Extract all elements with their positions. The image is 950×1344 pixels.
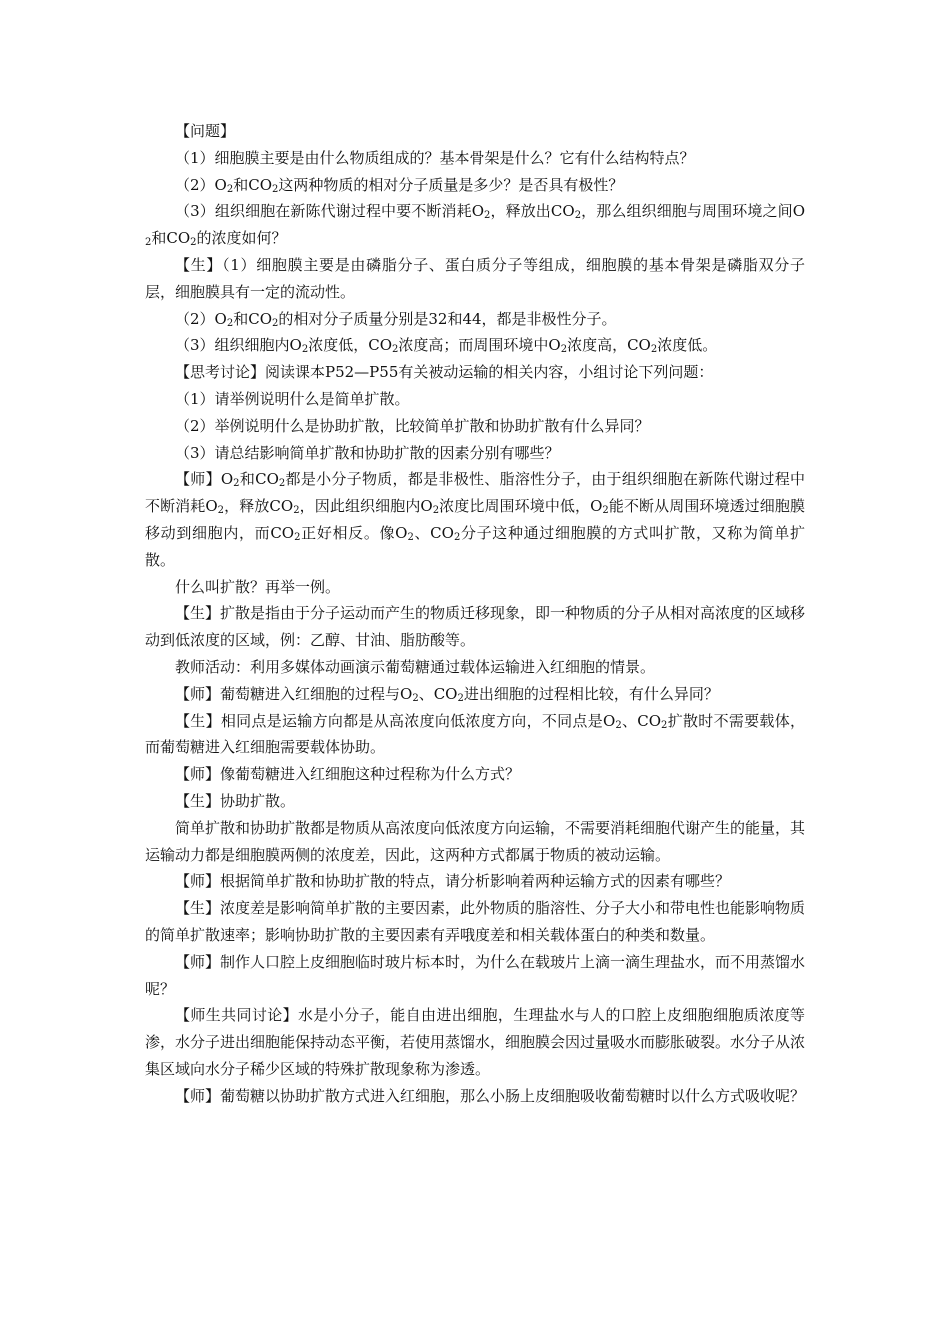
subscript: 2	[217, 505, 225, 517]
text-segment: 都是小分子物质，都是非极性、脂溶性分子，由于组织细胞在新陈代谢过程中不断消耗O	[145, 470, 805, 516]
subscript: 2	[272, 317, 279, 329]
text-segment: 【师】制作人口腔上皮细胞临时玻片标本时，为什么在载玻片上滴一滴生理盐水，而不用蒸馏水呢？	[145, 952, 806, 998]
text-segment: 简单扩散和协助扩散都是物质从高浓度向低浓度方向运输，不需要消耗细胞代谢产生的能量，其运输动力都是细胞膜两侧的浓度差，因此，这两种方式都属于物质的被动运输。	[145, 818, 806, 864]
subscript: 2	[226, 183, 234, 195]
text-segment: 、CO	[621, 711, 662, 730]
subscript: 2	[272, 183, 279, 195]
text-segment: 【师】根据简单扩散和协助扩散的特点，请分析影响着两种运输方式的因素有哪些？	[175, 872, 731, 891]
paragraph	[145, 172, 805, 199]
subscript: 2	[145, 237, 152, 249]
paragraph	[145, 815, 805, 869]
paragraph	[145, 949, 805, 1003]
subscript: 2	[560, 344, 568, 356]
paragraph	[145, 118, 805, 145]
subscript: 2	[650, 344, 658, 356]
text-segment: （2）O	[175, 175, 227, 194]
paragraph	[145, 1083, 805, 1110]
paragraph	[145, 466, 805, 573]
text-segment: 、CO	[418, 684, 458, 703]
paragraph	[145, 708, 805, 762]
text-segment: 【生】协助扩散。	[175, 791, 296, 810]
text-segment: 的相对分子质量分别是32和44，都是非极性分子。	[278, 309, 617, 328]
paragraph	[145, 600, 805, 654]
text-segment: （2）举例说明什么是协助扩散，比较简单扩散和协助扩散有什么异同？	[175, 416, 650, 435]
text-segment: 和CO	[151, 229, 191, 248]
text-segment: （3）请总结影响简单扩散和协助扩散的因素分别有哪些？	[175, 443, 560, 462]
text-segment: 什么叫扩散？再举一例。	[175, 577, 341, 596]
text-segment: 【思考讨论】阅读课本P52—P55有关被动运输的相关内容，小组讨论下列问题：	[175, 363, 714, 382]
text-segment: （1）请举例说明什么是简单扩散。	[175, 389, 410, 408]
text-segment: 、CO	[413, 523, 454, 542]
paragraph	[145, 574, 805, 601]
subscript: 2	[432, 505, 440, 517]
subscript: 2	[457, 692, 464, 704]
subscript: 2	[293, 505, 300, 517]
text-segment: 正好相反。像O	[300, 523, 408, 542]
subscript: 2	[661, 719, 668, 731]
subscript: 2	[233, 478, 240, 490]
paragraph	[145, 788, 805, 815]
text-segment: 分子这种通过细胞膜的方式叫扩散，又称为简单扩散。	[145, 523, 805, 569]
paragraph	[145, 386, 805, 413]
subscript: 2	[574, 210, 582, 222]
paragraph	[145, 359, 805, 386]
subscript: 2	[278, 478, 286, 490]
text-segment: 【生】（1）细胞膜主要是由磷脂分子、蛋白质分子等组成，细胞膜的基本骨架是磷脂双分子层，细胞膜具有一定的流动性。	[145, 255, 805, 301]
paragraph	[145, 654, 805, 681]
text-segment: 【生】相同点是运输方向都是从高浓度向低浓度方向，不同点是O	[175, 711, 616, 730]
text-segment: ，那么组织细胞与周围环境之间O	[581, 202, 805, 221]
paragraph	[145, 895, 805, 949]
text-segment: 和CO	[239, 470, 279, 489]
paragraph	[145, 681, 805, 708]
paragraph	[145, 332, 805, 359]
text-segment: 的浓度如何？	[196, 229, 287, 248]
text-segment: 【师】O	[175, 470, 234, 489]
text-segment: 浓度低。	[657, 336, 718, 355]
text-segment: ，因此组织细胞内O	[299, 497, 433, 516]
text-segment: （3）组织细胞内O	[175, 336, 302, 355]
text-segment: （2）O	[175, 309, 227, 328]
text-segment: （1）细胞膜主要是由什么物质组成的？基本骨架是什么？它有什么结构特点？	[175, 148, 695, 167]
subscript: 2	[294, 531, 301, 543]
subscript: 2	[453, 531, 461, 543]
text-segment: 进出细胞的过程相比较，有什么异同？	[463, 684, 719, 703]
text-segment: 浓度比周围环境中低，O	[439, 497, 603, 516]
subscript: 2	[392, 344, 399, 356]
text-segment: 能不断从周围环境透过细胞膜移动到细胞内，而CO	[145, 497, 805, 542]
text-segment: 【问题】	[175, 122, 236, 140]
paragraph	[145, 868, 805, 895]
paragraph	[145, 761, 805, 788]
text-segment: （3）组织细胞在新陈代谢过程中要不断消耗O	[175, 202, 484, 221]
paragraph	[145, 440, 805, 467]
subscript: 2	[412, 692, 419, 704]
paragraph	[145, 145, 805, 172]
subscript: 2	[226, 317, 234, 329]
text-segment: ，释放出CO	[490, 202, 575, 221]
subscript: 2	[615, 719, 622, 731]
paragraph	[145, 1002, 805, 1082]
text-segment: 【师】葡萄糖进入红细胞的过程与O	[175, 684, 413, 703]
text-segment: 教师活动：利用多媒体动画演示葡萄糖通过载体运输进入红细胞的情景。	[175, 657, 656, 676]
text-segment: 和CO	[233, 309, 272, 328]
text-segment: 扩散时不需要载体，而葡萄糖进入红细胞需要载体协助。	[145, 711, 805, 757]
subscript: 2	[407, 531, 414, 543]
text-segment: 浓度高；而周围环境中O	[398, 336, 561, 355]
subscript: 2	[190, 237, 197, 249]
paragraph	[145, 413, 805, 440]
text-segment: 浓度低，CO	[308, 336, 392, 355]
text-segment: 【师生共同讨论】水是小分子，能自由进出细胞，生理盐水与人的口腔上皮细胞细胞质浓度等渗，水分子进出细胞能保持动态平衡，若使用蒸馏水，细胞膜会因过量吸水而膨胀破裂。水分子从浓集区域向水分子稀少区域的特殊扩散现象称为渗透。	[145, 1006, 806, 1078]
paragraph	[145, 252, 805, 306]
text-segment: 浓度高，CO	[567, 336, 651, 355]
subscript: 2	[484, 210, 491, 222]
text-segment: 和CO	[233, 175, 272, 194]
subscript: 2	[301, 344, 309, 356]
paragraph	[145, 198, 805, 252]
text-segment: 这两种物质的相对分子质量是多少？是否具有极性？	[278, 175, 624, 194]
text-segment: 【师】葡萄糖以协助扩散方式进入红细胞，那么小肠上皮细胞吸收葡萄糖时以什么方式吸收呢？	[175, 1086, 806, 1105]
text-segment: 【生】扩散是指由于分子运动而产生的物质迁移现象，即一种物质的分子从相对高浓度的区域移动到低浓度的区域，例：乙醇、甘油、脂肪酸等。	[145, 604, 806, 650]
text-segment: 【生】浓度差是影响简单扩散的主要因素，此外物质的脂溶性、分子大小和带电性也能影响物质的简单扩散速率；影响协助扩散的主要因素有弄哦度差和相关载体蛋白的种类和数量。	[145, 899, 806, 944]
subscript: 2	[602, 505, 609, 517]
paragraph	[145, 306, 805, 333]
document-body	[145, 118, 805, 1109]
text-segment: 【师】像葡萄糖进入红细胞这种过程称为什么方式？	[175, 765, 521, 784]
text-segment: ，释放CO	[224, 497, 294, 516]
